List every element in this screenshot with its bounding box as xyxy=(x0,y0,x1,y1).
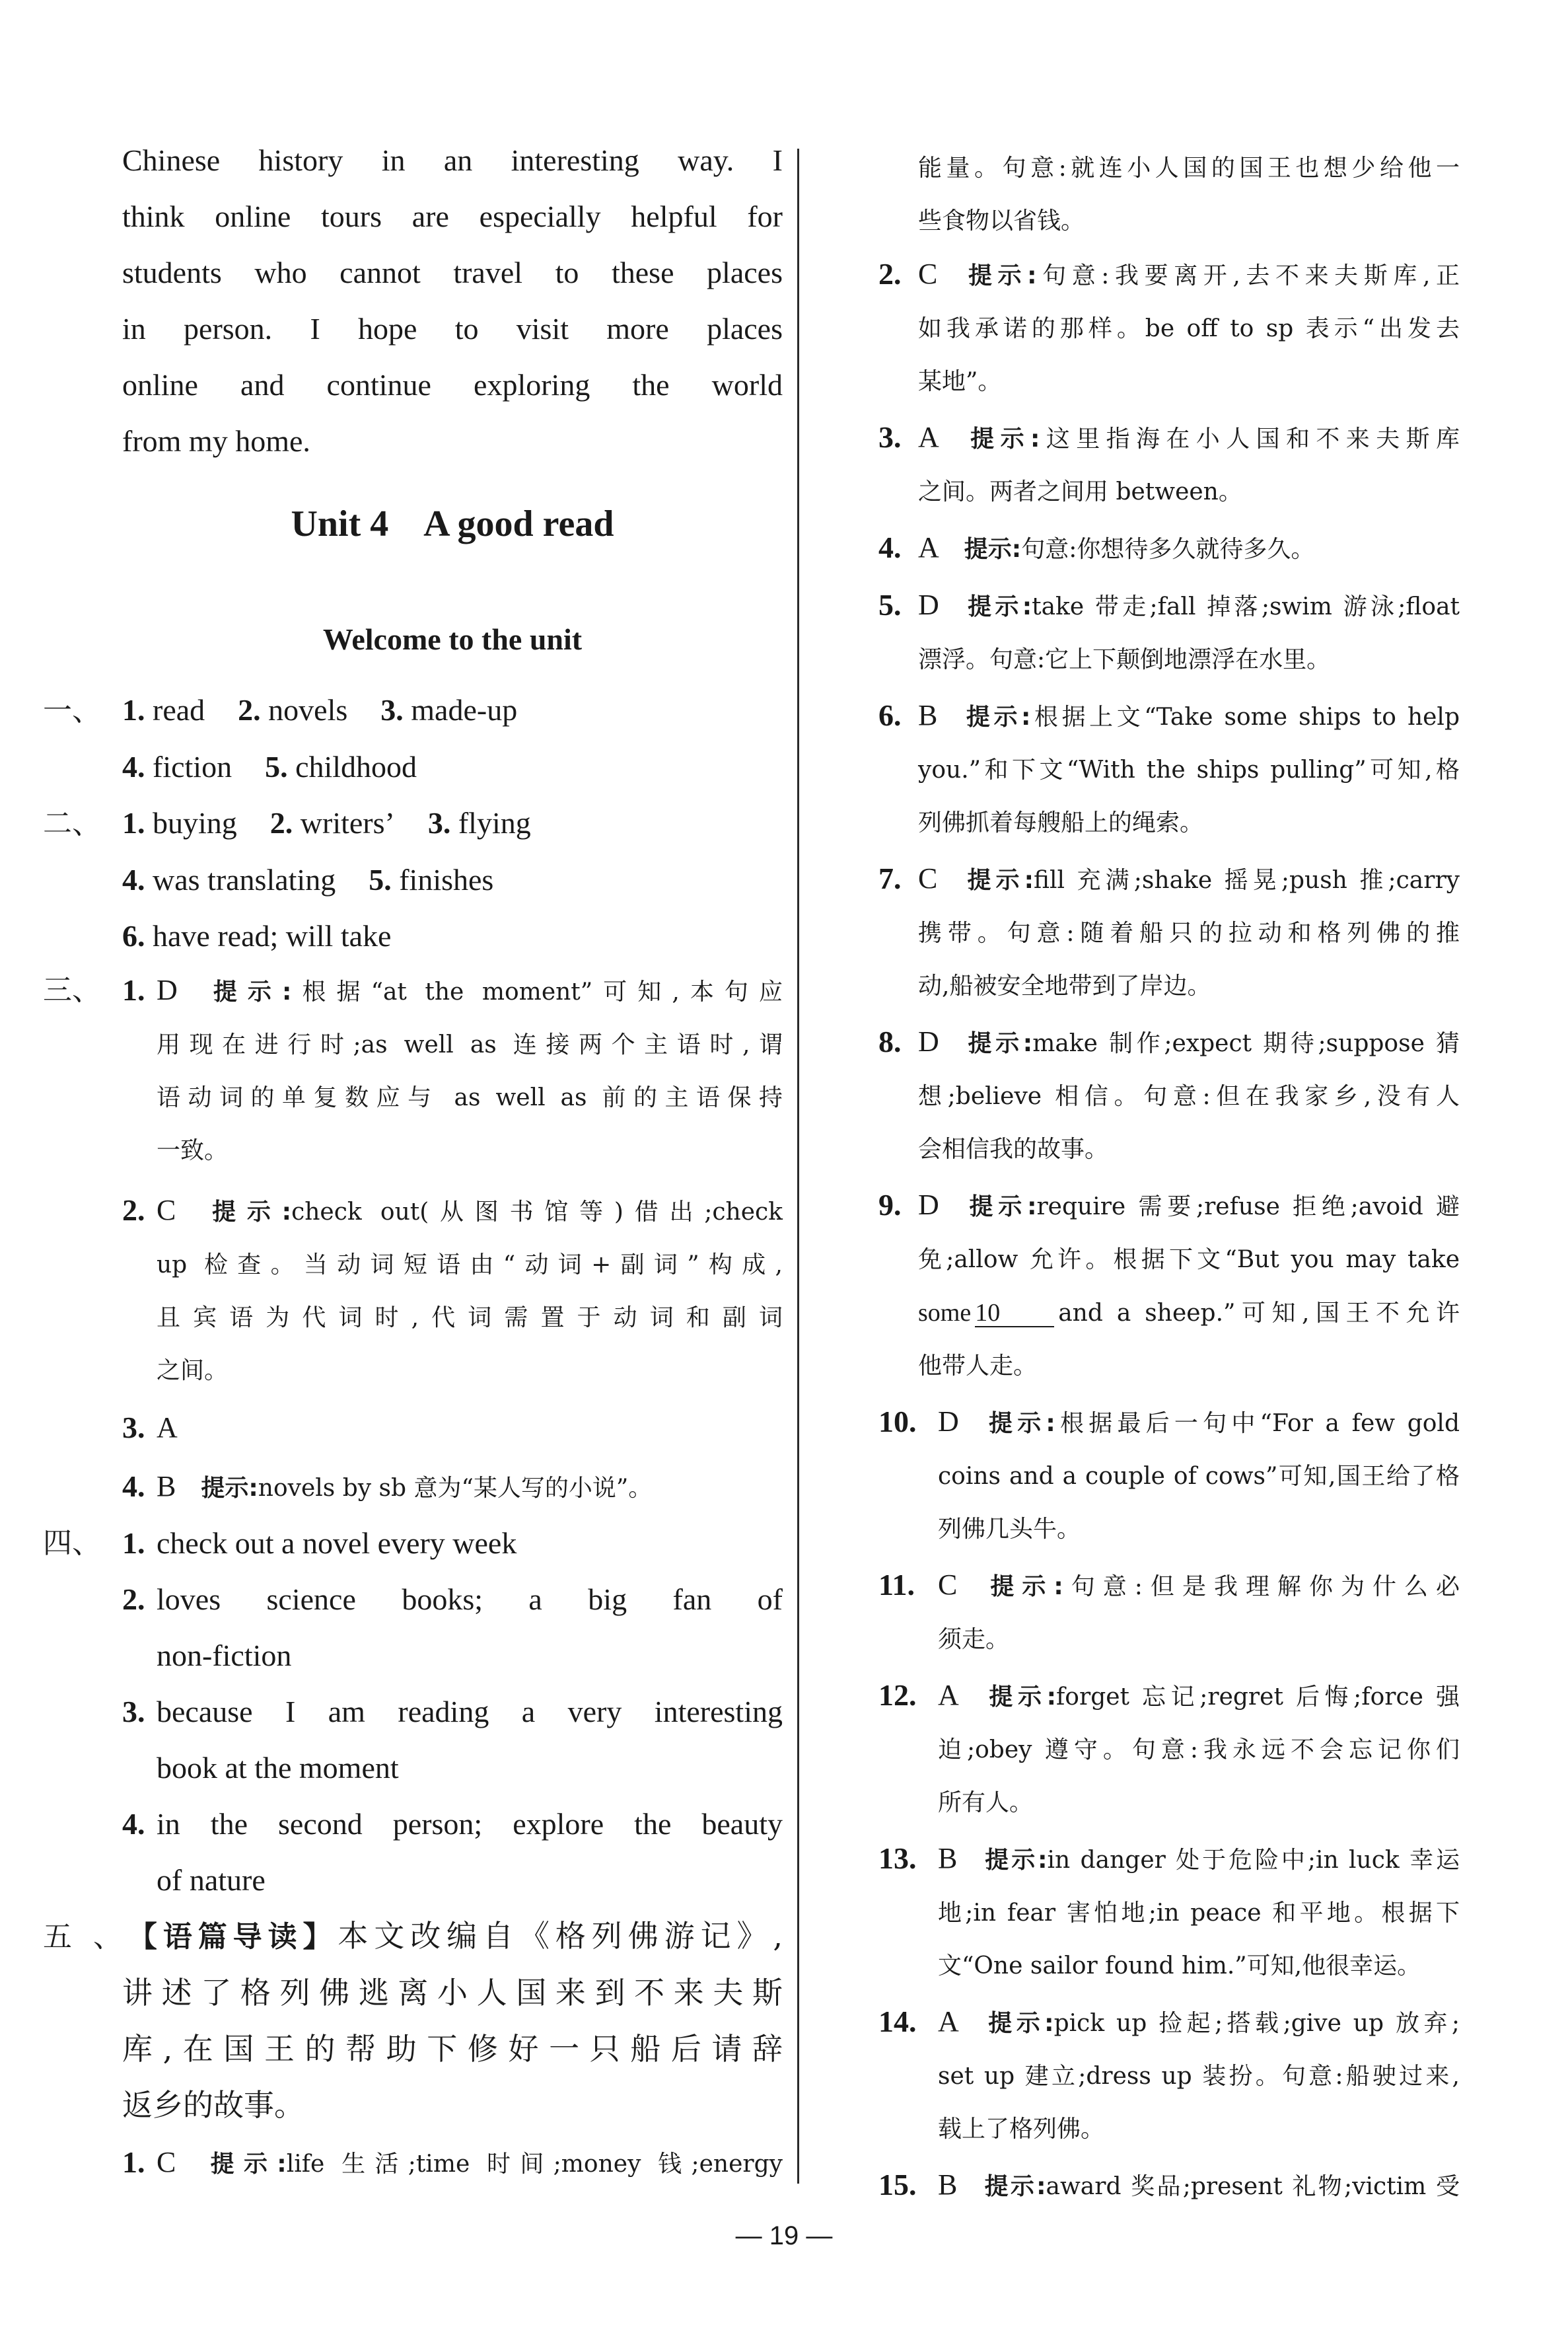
intro-line: students who cannot travel to these places xyxy=(122,256,783,289)
page-number: — 19 — xyxy=(735,2221,833,2250)
sec2-row1: 二、 1. buying 2. writers’ 3. flying xyxy=(43,795,783,852)
sec1-row1: 一、 1. read 2. novels 3. made-up xyxy=(43,682,783,739)
intro-line: Chinese history in an interesting way. I xyxy=(122,143,783,177)
intro-line: from my home. xyxy=(122,424,310,458)
answer-item-8: 8. D 提示:make 制作;expect 期待;suppose 猜 想;believe 相信。句意:但在我家乡,没有人 会相信我的故事。 xyxy=(878,1025,1460,1163)
sec3-q2: 2. C 提示:check out(从图书馆等)借出;check up 检查。当动词短语由“动词+副词”构成, 且宾语为代词时,代词需置于动词和副词 之间。 xyxy=(122,1193,783,1384)
sec4-item: 4. in the second person; explore the beauty of nature xyxy=(122,1807,783,1897)
column-divider xyxy=(797,149,799,2184)
answer-item-14: 14. A 提示:pick up 捡起;搭载;give up 放弃; set up 建立;dress up 装扮。句意:船驶过来, 载上了格列佛。 xyxy=(878,2005,1460,2143)
section-mark: 一、 xyxy=(43,694,101,727)
section-title: Welcome to the unit xyxy=(322,622,583,656)
unit-title: Unit 4 A good read xyxy=(291,503,614,544)
sec3-q1: 三、 1. D 提示:根据“at the moment”可知,本句应 用现在进行时;as well as 连接两个主语时,谓 语动词的单复数应与 as well as 前的主语保持 一致。 xyxy=(43,964,783,1177)
answer-item-11: 11. C 提示:句意:但是我理解你为什么必 须走。 xyxy=(878,1568,1460,1653)
blank-underline: 10 xyxy=(975,1300,1054,1327)
section-mark: 五、 xyxy=(43,1920,122,1954)
sec3-q3: 3. A xyxy=(122,1411,178,1444)
sec2-row3: 6. have read; will take xyxy=(122,919,392,953)
answer-item-3: 3. A 提示:这里指海在小人国和不来夫斯库 之间。两者之间用 between。 xyxy=(878,420,1460,505)
intro-line: think online tours are especially helpful for xyxy=(122,200,783,233)
sec5-guide: 五、【语篇导读】本文改编自《格列佛游记》, 讲述了格列佛逃离小人国来到不来夫斯 库,在国王的帮助下修好一只船后请辞 返乡的故事。 xyxy=(43,1908,783,2133)
intro-line: online and continue exploring the world xyxy=(122,368,783,402)
sec2-row2: 4. was translating 5. finishes xyxy=(122,863,494,897)
continuation-line: 些食物以省钱。 xyxy=(918,207,1085,235)
answer-item-10: 10. D 提示:根据最后一句中“For a few gold coins and a couple of cows”可知,国王给了格 列佛几头牛。 xyxy=(878,1405,1460,1543)
answer-item-15: 15. B 提示:award 奖品;present 礼物;victim 受 xyxy=(878,2168,1460,2201)
answer-item-9: 9. D 提示:require 需要;refuse 拒绝;avoid 避 免;allow 允许。根据下文“But you may take some 10 and a sheep.”可知,国王不允许 他带人走。 xyxy=(878,1188,1460,1380)
answer-item-7: 7. C 提示:fill 充满;shake 摇晃;push 推;carry 携带。句意:随着船只的拉动和格列佛的推 动,船被安全地带到了岸边。 xyxy=(878,862,1460,1000)
answer-item-13: 13. B 提示:in danger 处于危险中;in luck 幸运 地;in fear 害怕地;in peace 和平地。根据下 文“One sailor found him.”可知,他很幸运。 xyxy=(878,1841,1460,1979)
answer-item-6: 6. B 提示:根据上文“Take some ships to help you.”和下文“With the ships pulling”可知,格 列佛抓着每艘船上的绳索。 xyxy=(878,698,1460,836)
answer-item-2: 2. C 提示:句意:我要离开,去不来夫斯库,正 如我承诺的那样。be off to sp 表示“出发去 某地”。 xyxy=(878,257,1460,395)
sec5-q1: 1. C 提示:life 生活;time 时间;money 钱;energy xyxy=(122,2145,783,2179)
sec4-item: 3. because I am reading a very interesting book at the moment xyxy=(122,1695,783,1785)
sec4-item: 2. loves science books; a big fan of non-fiction xyxy=(122,1582,783,1672)
answer-item-4: 4. A 提示:句意:你想待多久就待多久。 xyxy=(878,531,1315,564)
answer-item-5: 5. D 提示:take 带走;fall 掉落;swim 游泳;float 漂浮。句意:它上下颠倒地漂浮在水里。 xyxy=(878,588,1460,673)
section-mark: 二、 xyxy=(43,807,101,840)
continuation-line: 能量。句意:就连小人国的国王也想少给他一 xyxy=(918,155,1460,182)
left-column xyxy=(43,132,783,2191)
sec4-item: 四、 1. check out a novel every week xyxy=(43,1515,783,1571)
guide-label: 【语篇导读】 xyxy=(122,1920,338,1954)
section-mark: 三、 xyxy=(43,973,101,1007)
section-mark: 四、 xyxy=(43,1526,101,1560)
right-column xyxy=(878,142,1460,2216)
intro-line: in person. I hope to visit more places xyxy=(122,312,783,346)
answer-item-12: 12. A 提示:forget 忘记;regret 后悔;force 强 迫;obey 遵守。句意:我永远不会忘记你们 所有人。 xyxy=(878,1678,1460,1816)
sec3-q4: 4. B 提示:novels by sb 意为“某人写的小说”。 xyxy=(122,1469,653,1503)
sec1-row2: 4. fiction 5. childhood xyxy=(122,750,417,784)
